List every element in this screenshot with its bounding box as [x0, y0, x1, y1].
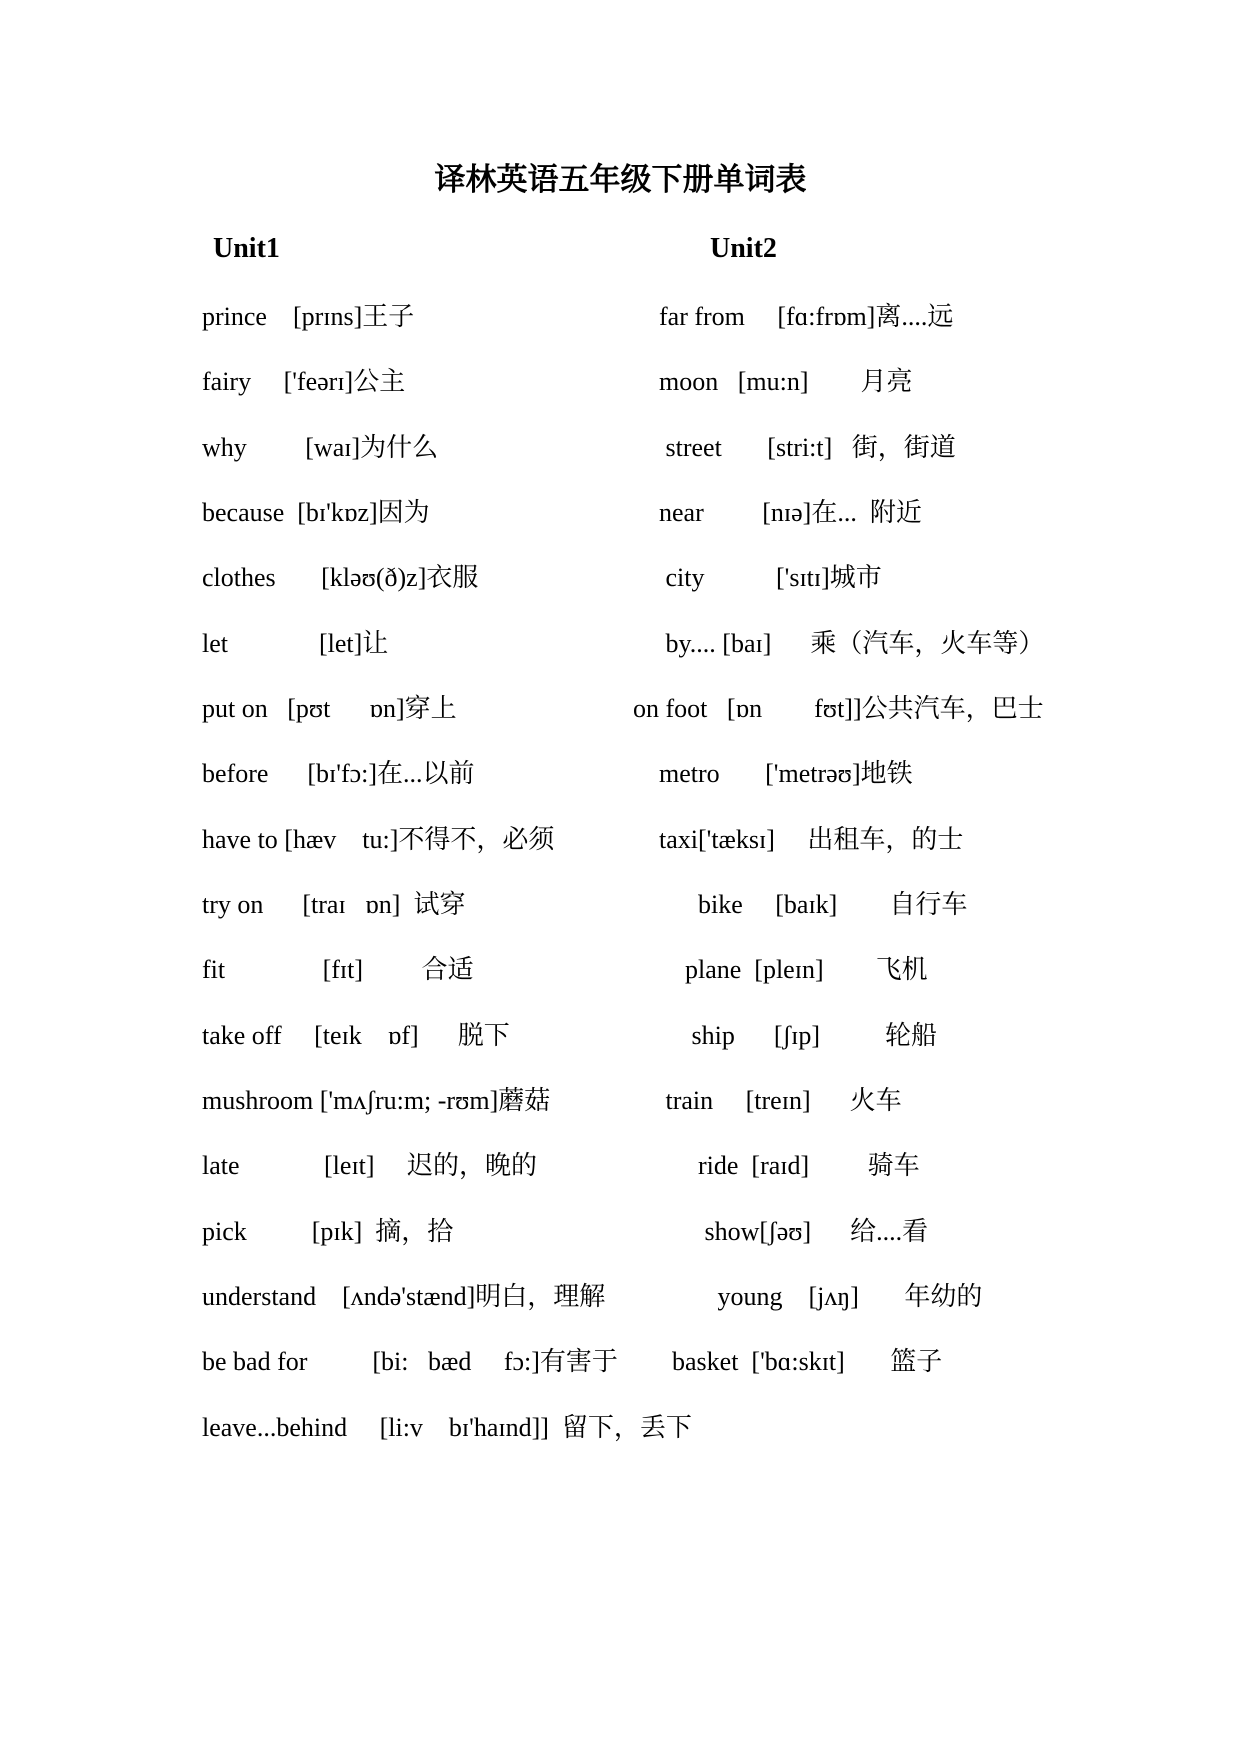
vocab-row	[0, 561, 1241, 626]
vocab-entry-right: young [jʌŋ] 年幼的	[620, 1281, 983, 1311]
word-list	[0, 300, 1241, 1476]
vocab-entry-right: train [treɪn] 火车	[620, 1085, 902, 1115]
vocab-entry-left: have to [hæv tu:]不得不，必须	[202, 824, 555, 854]
vocab-entry-right: show[ʃəʊ] 给....看	[620, 1216, 929, 1246]
vocab-entry-right: street [stri:t] 街，街道	[620, 432, 956, 462]
vocab-entry-left: try on [traɪ ɒn] 试穿	[202, 889, 466, 919]
vocab-row	[0, 1084, 1241, 1149]
vocab-entry-left: put on [pʊt ɒn]穿上	[202, 693, 457, 723]
vocab-entry-left: pick [pɪk] 摘，拾	[202, 1216, 454, 1246]
vocab-row	[0, 1280, 1241, 1345]
vocab-entry-right: city ['sɪtɪ]城市	[620, 563, 882, 593]
vocab-row	[0, 823, 1241, 888]
vocab-row	[0, 300, 1241, 365]
vocab-row	[0, 1019, 1241, 1084]
vocab-row	[0, 692, 1241, 757]
vocab-entry-left: let [let]让	[202, 628, 389, 658]
vocab-entry-right: by.... [baɪ] 乘（汽车，火车等）	[620, 628, 1045, 658]
vocab-entry-right: taxi['tæksɪ] 出租车，的士	[620, 824, 964, 854]
vocab-entry-left: fairy ['feərɪ]公主	[202, 367, 406, 397]
vocab-entry-left: leave...behind [li:v bɪ'haɪnd]] 留下，丢下	[202, 1412, 692, 1442]
vocab-entry-left: why [waɪ]为什么	[202, 432, 439, 462]
vocab-entry-left: late [leɪt] 迟的，晚的	[202, 1151, 538, 1181]
vocab-entry-left: clothes [kləʊ(ð)z]衣服	[202, 563, 479, 593]
vocab-row	[0, 953, 1241, 1018]
vocab-row	[0, 496, 1241, 561]
vocab-entry-left: understand [ʌndə'stænd]明白，理解	[202, 1281, 606, 1311]
unit1-header: Unit1	[213, 233, 280, 264]
vocab-entry-left: prince [prɪns]王子	[202, 302, 415, 331]
vocab-row	[0, 888, 1241, 953]
vocab-row	[0, 1345, 1241, 1410]
vocab-row	[0, 627, 1241, 692]
vocab-entry-right: on foot [ɒn fʊt]]公共汽车，巴士	[620, 693, 1044, 723]
vocab-row	[0, 365, 1241, 430]
vocab-entry-right: bike [baɪk] 自行车	[620, 889, 968, 919]
vocab-entry-right: basket ['bɑ:skɪt] 篮子	[620, 1347, 943, 1377]
vocab-row	[0, 1215, 1241, 1280]
unit2-header: Unit2	[710, 233, 777, 264]
vocab-entry-right: ship [ʃɪp] 轮船	[620, 1020, 938, 1050]
vocab-entry-left: because [bɪ'kɒz]因为	[202, 497, 430, 527]
vocab-entry-right: plane [pleɪn] 飞机	[620, 955, 928, 985]
vocab-entry-left: mushroom ['mʌʃru:m; -rʊm]蘑菇	[202, 1085, 551, 1115]
vocab-entry-right: metro ['metrəʊ]地铁	[620, 759, 913, 789]
vocab-entry-right: moon [mu:n] 月亮	[620, 367, 913, 397]
vocab-row	[0, 1411, 1241, 1476]
vocab-entry-left: before [bɪ'fɔ:]在...以前	[202, 759, 475, 789]
vocab-row	[0, 431, 1241, 496]
vocab-row	[0, 1149, 1241, 1214]
vocab-row	[0, 757, 1241, 822]
document-title: 译林英语五年级下册单词表	[434, 162, 807, 197]
vocab-entry-right: near [nɪə]在... 附近	[620, 497, 922, 527]
vocab-entry-right: far from [fɑ:frɒm]离....远	[620, 302, 954, 331]
vocab-entry-left: be bad for [bi: bæd fɔ:]有害于	[202, 1347, 618, 1377]
vocab-entry-left: take off [teɪk ɒf] 脱下	[202, 1020, 510, 1050]
vocab-entry-right: ride [raɪd] 骑车	[620, 1151, 920, 1181]
vocab-entry-left: fit [fɪt] 合适	[202, 955, 474, 985]
